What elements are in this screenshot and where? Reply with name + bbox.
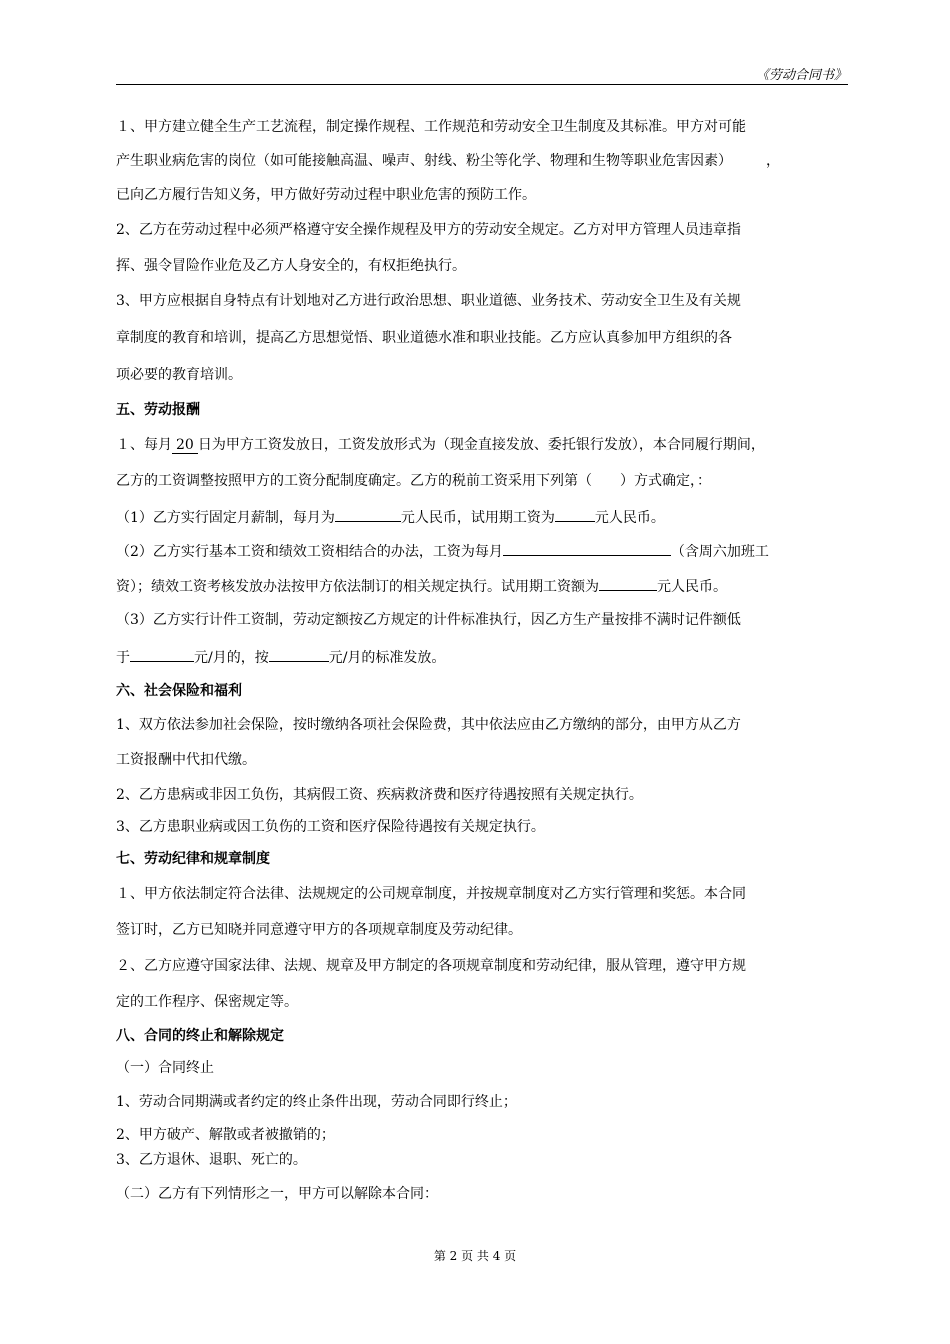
list-item: 2、甲方破产、解散或者被撤销的； xyxy=(116,1127,335,1143)
section-heading: 七、劳动纪律和规章制度 xyxy=(116,851,270,867)
text-line: 2、乙方患病或非因工负伤，其病假工资、疾病救济费和医疗待遇按照有关规定执行。 xyxy=(116,787,643,803)
text-line: 2、乙方在劳动过程中必须严格遵守安全操作规程及甲方的劳动安全规定。乙方对甲方管理人员违章指 xyxy=(116,222,741,238)
text-line: （2）乙方实行基本工资和绩效工资相结合的办法，工资为每月 （含周六加班工 xyxy=(116,541,769,561)
section-heading: 五、劳动报酬 xyxy=(116,402,200,418)
text-line: （3）乙方实行计件工资制，劳动定额按乙方规定的计件标准执行，因乙方生产量按排不满时记件额低 xyxy=(116,612,741,628)
text-line: 定的工作程序、保密规定等。 xyxy=(116,994,298,1010)
section-heading: 六、社会保险和福利 xyxy=(116,683,242,699)
list-item: 3、乙方退休、退职、死亡的。 xyxy=(116,1152,307,1168)
text-line: 3、甲方应根据自身特点有计划地对乙方进行政治思想、职业道德、业务技术、劳动安全卫生及有关规 xyxy=(116,293,741,309)
text-line: ２、乙方应遵守国家法律、法规、规章及甲方制定的各项规章制度和劳动纪律，服从管理，遵守甲方规 xyxy=(116,958,746,974)
text-line: 于 元/月的，按 元/月的标准发放。 xyxy=(116,647,445,667)
blank-field xyxy=(335,507,401,522)
blank-field xyxy=(130,647,194,662)
blank-field xyxy=(503,541,671,556)
list-item: 1、劳动合同期满或者约定的终止条件出现，劳动合同即行终止； xyxy=(116,1094,517,1110)
text-line: 挥、强令冒险作业危及乙方人身安全的，有权拒绝执行。 xyxy=(116,258,466,274)
section-heading: 八、合同的终止和解除规定 xyxy=(116,1028,284,1044)
text-line: 项必要的教育培训。 xyxy=(116,367,242,383)
text-line: 签订时，乙方已知晓并同意遵守甲方的各项规章制度及劳动纪律。 xyxy=(116,922,522,938)
text-line: 工资报酬中代扣代缴。 xyxy=(116,752,256,768)
text-line: 乙方的工资调整按照甲方的工资分配制度确定。乙方的税前工资采用下列第（ ）方式确定，： xyxy=(116,473,711,489)
text-line: 资）；绩效工资考核发放办法按甲方依法制订的相关规定执行。试用期工资额为 元人民币。 xyxy=(116,576,727,596)
page-footer: 第 2 页 共 4 页 xyxy=(433,1249,517,1263)
blank-field xyxy=(555,507,595,522)
text-line: 已向乙方履行告知义务，甲方做好劳动过程中职业危害的预防工作。 xyxy=(116,187,536,203)
blank-field xyxy=(599,576,657,591)
header-title: 《劳动合同书》 xyxy=(755,68,847,83)
text-line: 3、乙方患职业病或因工负伤的工资和医疗保险待遇按有关规定执行。 xyxy=(116,819,545,835)
subsection-heading: （二）乙方有下列情形之一，甲方可以解除本合同： xyxy=(116,1186,438,1202)
text-line: １、每月 20 日为甲方工资发放日，工资发放形式为（现金直接发放、委托银行发放），本合同履行期间， xyxy=(116,437,765,453)
header-rule xyxy=(116,84,848,85)
pay-day-value: 20 xyxy=(172,437,198,454)
blank-field xyxy=(269,647,329,662)
text-line: １、甲方建立健全生产工艺流程，制定操作规程、工作规范和劳动安全卫生制度及其标准。甲方对可能 xyxy=(116,119,746,135)
text-line: 产生职业病危害的岗位（如可能接触高温、噪声、射线、粉尘等化学、物理和生物等职业危害因素） ， xyxy=(116,153,780,169)
subsection-heading: （一）合同终止 xyxy=(116,1060,214,1076)
text-line: 1、双方依法参加社会保险，按时缴纳各项社会保险费，其中依法应由乙方缴纳的部分，由甲方从乙方 xyxy=(116,717,741,733)
text-line: 章制度的教育和培训，提高乙方思想觉悟、职业道德水准和职业技能。乙方应认真参加甲方组织的各 xyxy=(116,330,732,346)
text-line: （1）乙方实行固定月薪制，每月为 元人民币，试用期工资为 元人民币。 xyxy=(116,507,665,527)
text-line: １、甲方依法制定符合法律、法规规定的公司规章制度，并按规章制度对乙方实行管理和奖惩。本合同 xyxy=(116,886,746,902)
